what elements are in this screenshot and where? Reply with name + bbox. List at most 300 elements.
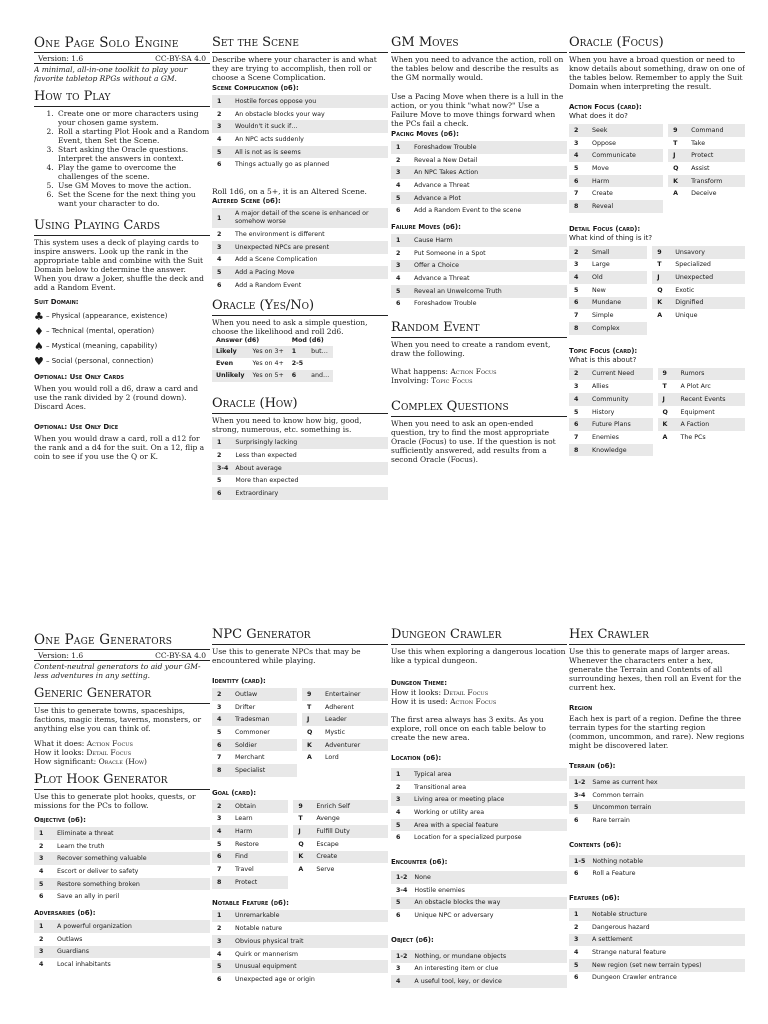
dungeon-theme-looks [391,688,567,697]
table-row [391,298,567,311]
table-row [391,179,567,192]
version-label: Version: 1.6 [38,651,84,660]
roll-result: Common terrain [592,791,644,799]
oracle-focus-text: When you have a broad question or need to know details about something, draw on one of the tables below. Remember to apply the Suit Domain when interpreting the result. [569,55,745,91]
pacing-moves-label: Pacing Moves (d6): [391,130,459,138]
table-row [212,948,388,961]
notable-feature-label: Notable Feature (d6): [212,898,289,907]
roll-result: The environment is different [235,230,325,238]
line-value: Action Focus [450,697,497,706]
roll-key: 3 [569,934,587,947]
card-key: A [657,312,663,320]
suit-row [34,339,210,354]
table-row [212,813,388,826]
complex-questions-text: When you need to ask an open-ended question, try to find the most appropriate Oracle (Focus) to use. If the question is not sufficiently answered, add results from a second Oracle (Focus). [391,419,556,465]
card-key: K [302,739,320,752]
card-key: T [673,139,678,147]
roll-key: 5 [212,146,230,159]
location-table [391,768,567,844]
generic-line [34,748,210,757]
column-3 [391,35,567,512]
set-scene-heading: Set the Scene [212,35,388,53]
topic-focus-table [569,368,745,457]
roll-key: 4 [396,808,401,816]
scene-complication-table [212,95,388,171]
card-result: Commoner [235,728,270,736]
failure-moves-label: Failure Moves (d6): [391,223,461,232]
card-key: 9 [658,368,676,381]
card-result: Find [230,851,288,864]
roll-result: Hostile forces oppose you [230,95,388,108]
table-row [212,358,333,370]
card-key: 7 [217,754,222,762]
roll-key: 1 [212,910,230,923]
table-row [212,960,388,973]
roll-key: 5 [391,285,409,298]
roll-key: 5 [391,819,409,832]
table-row [212,108,388,121]
card-key: J [302,713,320,726]
suit-row [34,324,210,339]
suit-domain-list [34,309,210,369]
line-value: Action Focus [86,739,133,748]
card-key: 5 [574,408,579,416]
table-row [212,95,388,108]
table-row [212,487,388,500]
table-row [212,228,388,241]
table-row [569,149,745,162]
roll-key: 2 [396,156,401,164]
table-row [391,272,567,285]
card-result: Community [587,393,653,406]
optional-cards-label: Optional: Use Only Cards [34,373,124,381]
gm-moves-text: When you need to advance the action, roll on the tables below and describe the results as the GM normally would. [391,55,564,82]
table-row [212,973,388,986]
card-key: 6 [569,297,587,310]
table-row [391,154,567,167]
roll-result: Foreshadow Trouble [409,141,567,154]
list-item: 1. Create one or more characters using your chosen game system. [56,109,210,127]
npc-generator-text: Use this to generate NPCs that may be encountered while playing. [212,647,361,665]
mod-column-header: Mod (d6) [291,337,324,345]
table-row [569,368,745,381]
table-row [391,192,567,205]
terrain-table [569,776,745,827]
altered-scene-note: Roll 1d6, on a 5+, it is an Altered Scene. [212,187,367,197]
table-header [212,336,333,346]
table-row [212,713,388,726]
card-result: History [592,408,615,416]
table-row [569,921,745,934]
table-row [569,380,745,393]
card-result: Mystic [325,728,346,736]
table-row [34,958,210,971]
table-row [391,897,567,910]
roll-result: A powerful organization [52,920,210,933]
table-row [391,950,567,963]
adversaries-table [34,920,210,971]
roll-key: 3 [212,120,230,133]
goal-table [212,800,388,889]
roll-key: 3 [391,793,409,806]
table-row [212,851,388,864]
card-key: Q [662,408,668,416]
optional-dice-label: Optional: Use Only Dice [34,423,119,431]
table-row [569,322,745,335]
card-key: T [657,261,662,269]
card-result: Oppose [592,139,616,147]
roll-key: 6 [217,281,222,289]
oracle-focus-heading: Oracle (Focus) [569,35,745,53]
topic-focus-question: What is this about? [569,355,637,364]
roll-result: Less than expected [235,452,297,460]
roll-key: 4 [39,867,44,875]
card-result: Assist [691,164,710,172]
roll-result: Working or utility area [414,808,485,816]
roll-key: 3 [34,946,52,959]
roll-key: 1 [212,208,230,228]
oracle-how-heading: Oracle (How) [212,396,388,414]
table-row [391,781,567,794]
features-label: Features (d6): [569,894,620,903]
line-label: How significant: [34,757,97,766]
card-key: A [307,754,312,762]
list-item: 5. Use GM Moves to move the action. [56,181,210,190]
card-key: 3 [574,261,579,269]
contents-label: Contents (d6): [569,840,622,849]
roll-key: 2 [217,110,222,118]
roll-key: 1 [391,234,409,247]
likelihood: Unlikely [212,370,248,382]
card-result: Old [587,271,647,284]
table-row [212,346,333,358]
generic-line [34,757,210,766]
table-row [569,309,745,322]
roll-key: 1 [34,827,52,840]
card-key: 6 [569,418,587,431]
table-row [391,793,567,806]
card-result: Serve [316,866,335,874]
roll-result: A settlement [587,934,745,947]
roll-key: 3-4 [574,791,586,799]
table-row [212,146,388,159]
card-key: 8 [569,200,587,213]
table-row [391,806,567,819]
roll-key: 5 [569,959,587,972]
plot-hook-heading: Plot Hook Generator [34,772,210,790]
table-row [212,279,388,292]
roll-result: Restore something broken [52,878,210,891]
roll-key: 2 [396,249,401,257]
scene-complication-label: Scene Complication (d6): [212,84,299,92]
license-label: CC-BY-SA 4.0 [155,651,206,660]
card-key: 7 [217,866,222,874]
gen-column-2 [212,627,388,1024]
table-row [212,254,388,267]
card-key: K [658,418,676,431]
roll-result: Uncommon terrain [587,801,745,814]
roll-result: Add a Pacing Move [230,266,388,279]
roll-key: 4 [217,256,222,264]
altered-scene-label: Altered Scene (d6): [212,197,281,206]
table-row [391,963,567,976]
card-result: Small [587,246,647,259]
table-row [212,922,388,935]
oracle-how-text: When you need to know how big, good, strong, numerous, etc. something is. [212,415,362,434]
roll-key: 2 [396,783,401,791]
card-key: 8 [569,322,587,335]
roll-result: Unexpected age or origin [235,975,315,983]
card-result: Restore [235,840,259,848]
region-label: Region [569,704,593,712]
card-key: 7 [574,312,579,320]
table-row [34,933,210,946]
card-result: Unsavory [670,246,745,259]
card-key: 6 [212,739,230,752]
roll-result: Guardians [52,946,210,959]
table-row [569,855,745,868]
roll-result: Unique NPC or adversary [414,912,494,920]
roll-key: 3 [212,241,230,254]
table-row [34,946,210,959]
roll-key: 5 [391,897,409,910]
dungeon-crawler-heading: Dungeon Crawler [391,627,567,645]
roll-result: Put Someone in a Spot [414,249,486,257]
roll-result: Living area or meeting place [409,793,567,806]
oracle-yes-no-table [212,336,333,382]
table-row [569,124,745,137]
card-key: 9 [302,688,320,701]
roll-result: Surprisingly lacking [230,437,388,450]
table-row [34,852,210,865]
random-event-involving [391,376,567,385]
failure-moves-table [391,234,567,310]
roll-key: 6 [574,816,579,824]
roll-result: Eliminate a threat [52,827,210,840]
card-result: New [592,286,606,294]
table-row [569,801,745,814]
card-key: 4 [569,271,587,284]
roll-key: 1 [391,768,409,781]
roll-result: Save an ally in peril [57,893,120,901]
card-key: 2 [569,246,587,259]
mod-key: 2-5 [291,360,304,368]
gm-moves-heading: GM Moves [391,35,567,53]
table-row [391,768,567,781]
roll-key: 2 [574,923,579,931]
hex-crawler-text: Use this to generate maps of larger areas. Whenever the characters enter a hex, generate the Terrain and Contents of all surrounding hexes, then roll an Event for the current hex. [569,647,742,692]
roll-result: Extraordinary [230,487,388,500]
suit-row [34,309,210,324]
card-result: Unexpected [670,271,745,284]
roll-key: 6 [574,974,579,982]
club-icon: ♣ [34,309,44,323]
line-label: How it looks: [391,688,442,697]
table-row [34,865,210,878]
roll-result: Location for a specialized purpose [414,834,522,842]
roll-key: 6 [39,893,44,901]
roll-result: An interesting item or clue [414,965,499,973]
card-result: Specialist [230,764,297,777]
roll-key: 5 [569,801,587,814]
card-result: A Plot Arc [680,383,711,391]
roll-key: 1-2 [569,776,587,789]
adversaries-label: Adversaries (d6): [34,909,96,918]
table-row [569,187,745,200]
card-key: Q [298,840,304,848]
card-key: 3 [574,139,579,147]
roll-result: Dungeon Crawler entrance [592,974,677,982]
card-result: Rumors [676,368,746,381]
card-key: 2 [569,124,587,137]
table-row [212,158,388,171]
likelihood: Even [216,360,234,368]
altered-scene-table [212,208,388,291]
card-result: Leader [320,713,388,726]
table-row [34,878,210,891]
roll-result: An NPC Takes Action [409,166,567,179]
suit-domain-label: Suit Domain: [34,298,79,306]
table-row [569,444,745,457]
gen-column-1 [34,632,210,1024]
page-subtitle: Content-neutral generators to aid your GM-less adventures in any setting. [34,662,201,680]
card-key: 3 [574,383,579,391]
involving-value: Topic Focus [431,376,473,386]
roll-key: 3-4 [212,462,230,475]
roll-result: About average [230,462,388,475]
card-result: Reveal [587,200,663,213]
random-event-heading: Random Event [391,320,567,338]
gen-column-3 [391,627,567,1024]
list-item: 3. Start asking the Oracle questions. Interpret the answers in context. [56,145,210,163]
card-key: 5 [574,164,579,172]
roll-key: 1 [212,95,230,108]
card-result: Create [311,851,388,864]
table-row [569,431,745,444]
random-event-what [391,367,567,376]
table-row [391,819,567,832]
table-row [391,247,567,260]
roll-key: 6 [217,161,222,169]
region-text: Each hex is part of a region. Define the three terrain types for the starting region (common, uncommon, and rare). New regions might be discovered later. [569,714,745,750]
roll-result: Typical area [409,768,567,781]
location-label: Location (d6): [391,754,442,762]
oracle-yes-no-heading: Oracle (Yes/No) [212,298,388,316]
column-4 [569,35,745,512]
generic-line [34,739,210,748]
table-row [212,241,388,254]
roll-key: 4 [391,975,409,988]
roll-key: 3 [391,260,409,273]
table-row [212,726,388,739]
table-row [391,204,567,217]
table-row [569,271,745,284]
likelihood: Likely [212,346,248,358]
roll-key: 4 [574,949,579,957]
card-key: J [668,149,686,162]
card-key: J [652,271,670,284]
roll-result: An obstacle blocks your way [235,110,325,118]
table-row [212,449,388,462]
table-row [569,137,745,150]
roll-result: Offer a Choice [409,260,567,273]
table-row [391,831,567,844]
table-row [212,910,388,923]
table-row [569,393,745,406]
mod-result: but… [307,346,333,358]
answer: Yes on 4+ [252,360,284,368]
table-row [391,975,567,988]
playing-cards-heading: Using Playing Cards [34,218,210,236]
suit-text: – Mystical (meaning, capability) [46,342,158,350]
roll-result: Advance a Plot [409,192,567,205]
detail-focus-label: Detail Focus (card): [569,224,641,233]
spade-icon: ♠ [34,339,44,353]
involving-label: Involving: [391,376,429,386]
card-result: Enemies [592,433,619,441]
roll-result: Nothing, or mundane objects [409,950,567,963]
card-result: Tradesman [230,713,297,726]
object-label: Object (d6): [391,935,434,944]
page-subtitle: A minimal, all-in-one toolkit to play your favorite tabletop RPGs without a GM. [34,65,188,83]
card-key: Q [673,164,679,172]
table-row [212,863,388,876]
table-row [569,246,745,259]
card-key: 4 [212,713,230,726]
generators-page [0,512,768,1024]
roll-result: Learn the truth [57,842,105,850]
card-key: T [307,703,312,711]
card-key: A [662,433,668,441]
roll-result: Same as current hex [587,776,745,789]
roll-key: 6 [396,207,401,215]
roll-result: Add a Random Event to the scene [414,207,522,215]
card-result: Unique [675,312,698,320]
table-row [212,437,388,450]
roll-result: A useful tool, key, or device [409,975,567,988]
answer-column-header: Answer (d6) [216,337,260,345]
card-key: J [293,825,311,838]
card-key: 9 [652,246,670,259]
roll-key: 3 [396,965,401,973]
suit-text: – Technical (mental, operation) [46,327,155,335]
card-result: Protect [686,149,745,162]
roll-key: 1 [212,437,230,450]
roll-key: 3 [391,166,409,179]
table-row [569,259,745,272]
roll-result: Nothing notable [587,855,745,868]
table-row [569,776,745,789]
oracle-how-table [212,437,388,500]
card-key: A [673,190,678,198]
card-result: Specialized [675,261,711,269]
suit-text: – Social (personal, connection) [46,357,154,365]
line-value: Detail Focus [443,688,489,697]
roll-key: 6 [396,912,401,920]
roll-key: 6 [212,487,230,500]
card-result: Allies [592,383,609,391]
action-focus-table [569,124,745,213]
plot-hook-text: Use this to generate plot hooks, quests, or missions for the PCs to follow. [34,792,196,810]
gen-column-4 [569,627,745,1024]
dungeon-theme-used [391,697,567,706]
encounter-table [391,871,567,922]
column-1 [34,35,210,512]
table-row [569,162,745,175]
table-row [212,266,388,279]
object-table [391,950,567,988]
roll-key: 1-2 [391,871,409,884]
